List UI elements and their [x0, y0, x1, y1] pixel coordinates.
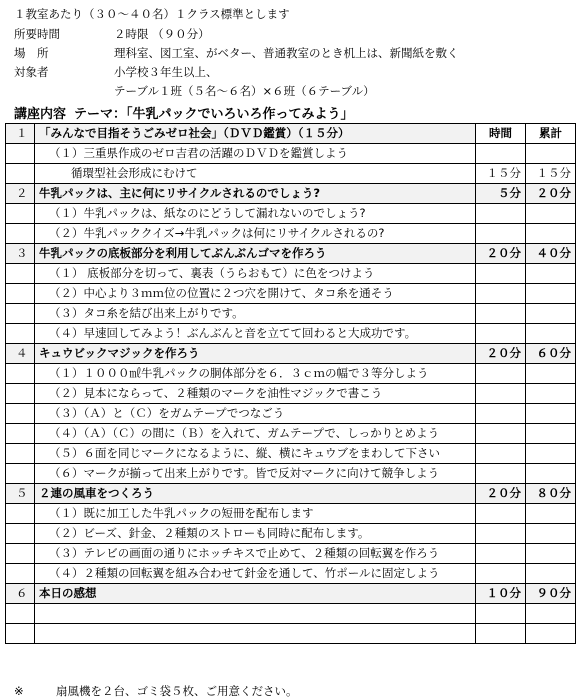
- row-number: [6, 204, 35, 224]
- section-title: ２連の風車をつくろう: [35, 484, 476, 504]
- table-row: [6, 564, 576, 584]
- row-time: [476, 224, 526, 244]
- row-cumulative: [526, 444, 576, 464]
- section-title: 本日の感想: [35, 584, 476, 604]
- header-row-duration: [14, 26, 210, 42]
- table-row: [6, 524, 576, 544]
- row-time: [476, 284, 526, 304]
- row-number: [6, 544, 35, 564]
- row-number: [6, 264, 35, 284]
- table-row: [6, 384, 576, 404]
- row-text: （１）牛乳パックは、紙なのにどうして漏れないのでしょう?: [35, 204, 476, 224]
- row-time: [476, 444, 526, 464]
- section-row: [6, 244, 576, 264]
- row-text: （２）見本にならって、２種類のマークを油性マジックで書こう: [35, 384, 476, 404]
- row-cumulative: [526, 224, 576, 244]
- section-row: [6, 344, 576, 364]
- footer-note: [14, 683, 298, 699]
- row-time: [476, 624, 526, 644]
- row-cumulative: [526, 404, 576, 424]
- row-number: [6, 624, 35, 644]
- row-cumulative: [526, 204, 576, 224]
- section-row: [6, 124, 576, 144]
- section-title: 牛乳パックは、主に何にリサイクルされるのでしょう?: [35, 184, 476, 204]
- row-cumulative: ４０分: [526, 244, 576, 264]
- table-row: [6, 544, 576, 564]
- row-time: [476, 604, 526, 624]
- section-row: [6, 184, 576, 204]
- row-number: ３: [6, 244, 35, 264]
- row-number: ６: [6, 584, 35, 604]
- row-cumulative: ９０分: [526, 584, 576, 604]
- row-cumulative: ６０分: [526, 344, 576, 364]
- header-label: 対象者: [14, 65, 49, 79]
- row-cumulative: [526, 144, 576, 164]
- row-number: [6, 424, 35, 444]
- row-text: （３）（Ａ）と（Ｃ）をガムテープでつなごう: [35, 404, 476, 424]
- row-number: [6, 524, 35, 544]
- header-row-target: [14, 64, 218, 80]
- table-row: [6, 404, 576, 424]
- row-time: [476, 524, 526, 544]
- row-text: （４）（Ａ）（Ｃ）の間に（Ｂ）を入れて、ガムテープで、しっかりとめよう: [35, 424, 476, 444]
- row-cumulative: [526, 284, 576, 304]
- row-number: [6, 464, 35, 484]
- row-time: １０分: [476, 584, 526, 604]
- row-number: ４: [6, 344, 35, 364]
- course-table-body: [6, 124, 576, 644]
- row-time: [476, 544, 526, 564]
- row-text: （４）２種類の回転翼を組み合わせて針金を通して、竹ポールに固定しよう: [35, 564, 476, 584]
- row-number: [6, 404, 35, 424]
- row-time: [476, 364, 526, 384]
- course-table: [5, 123, 576, 644]
- row-text: （３）タコ糸を結び出来上がりです。: [35, 304, 476, 324]
- course-theme: テーマ：「牛乳パックでいろいろ作ってみよう」: [74, 107, 354, 122]
- row-number: [6, 384, 35, 404]
- row-cumulative: [526, 364, 576, 384]
- row-text: （６）マークが揃って出来上がりです。皆で反対マークに向けて競争しよう: [35, 464, 476, 484]
- row-text: （１）三重県作成のゼロ吉君の活躍のＤＶＤを鑑賞しよう: [35, 144, 476, 164]
- row-cumulative: [526, 424, 576, 444]
- row-number: [6, 604, 35, 624]
- row-time: [476, 264, 526, 284]
- row-time: 時間: [476, 124, 526, 144]
- row-number: [6, 504, 35, 524]
- row-cumulative: [526, 304, 576, 324]
- row-cumulative: ２０分: [526, 184, 576, 204]
- row-time: [476, 464, 526, 484]
- row-time: １５分: [476, 164, 526, 184]
- table-row: [6, 424, 576, 444]
- row-number: [6, 304, 35, 324]
- table-row: [6, 364, 576, 384]
- row-number: ５: [6, 484, 35, 504]
- row-number: [6, 284, 35, 304]
- row-time: [476, 404, 526, 424]
- table-row: [6, 324, 576, 344]
- row-time: ２０分: [476, 344, 526, 364]
- table-row: [6, 604, 576, 624]
- row-text: （４）早速回してみよう！ぶんぶんと音を立てて回わると大成功です。: [35, 324, 476, 344]
- row-cumulative: [526, 264, 576, 284]
- row-cumulative: [526, 604, 576, 624]
- row-text: （５）６面を同じマークになるように、縦、横にキュウブをまわして下さい: [35, 444, 476, 464]
- table-row: [6, 304, 576, 324]
- header-label: 場 所: [14, 46, 49, 60]
- table-row: [6, 444, 576, 464]
- header-value: テーブル１班（５名～６名）×６班（６テーブル）: [114, 84, 375, 98]
- row-number: [6, 564, 35, 584]
- row-time: [476, 144, 526, 164]
- header-value: 理科室、図工室、がベター、普通教室のとき机上は、新聞紙を敷く: [114, 46, 459, 60]
- row-cumulative: [526, 324, 576, 344]
- row-number: [6, 144, 35, 164]
- row-time: [476, 564, 526, 584]
- section-title: 「みんなで目指そうごみゼロ社会」（ＤＶＤ鑑賞）（１５分）: [35, 124, 476, 144]
- row-text: （１） 底板部分を切って、裏表（うらおもて）に色をつけよう: [35, 264, 476, 284]
- section-title: 牛乳パックの底板部分を利用してぶんぶんゴマを作ろう: [35, 244, 476, 264]
- row-cumulative: ８０分: [526, 484, 576, 504]
- table-row: [6, 164, 576, 184]
- row-text: （２）中心より３ｍｍ位の位置に２つ穴を開けて、タコ糸を通そう: [35, 284, 476, 304]
- table-row: [6, 204, 576, 224]
- row-time: [476, 384, 526, 404]
- row-time: ２０分: [476, 244, 526, 264]
- row-time: [476, 424, 526, 444]
- row-cumulative: [526, 624, 576, 644]
- row-number: [6, 224, 35, 244]
- row-text: [35, 604, 476, 624]
- table-row: [6, 464, 576, 484]
- header-label: 所要時間: [14, 27, 60, 41]
- table-row: [6, 504, 576, 524]
- section-title: キュウビックマジックを作ろう: [35, 344, 476, 364]
- row-text: （１）既に加工した牛乳パックの短冊を配布します: [35, 504, 476, 524]
- note-text: 扇風機を２台、ゴミ袋５枚、ご用意ください。: [56, 684, 298, 698]
- header-line-class-size: １教室あたり（３０～４０名）１クラス標準とします: [14, 7, 290, 21]
- row-time: ２０分: [476, 484, 526, 504]
- row-text: （３）テレビの画面の通りにホッチキスで止めて、２種類の回転翼を作ろう: [35, 544, 476, 564]
- row-cumulative: [526, 384, 576, 404]
- row-text: 循環型社会形成にむけて: [35, 164, 476, 184]
- row-text: （２）ビーズ、針金、２種類のストローも同時に配布します。: [35, 524, 476, 544]
- row-time: [476, 304, 526, 324]
- row-number: [6, 444, 35, 464]
- section-row: [6, 584, 576, 604]
- row-cumulative: 累計: [526, 124, 576, 144]
- row-time: [476, 324, 526, 344]
- row-time: [476, 504, 526, 524]
- row-cumulative: [526, 564, 576, 584]
- table-row: [6, 224, 576, 244]
- row-text: （２）牛乳パッククイズ→牛乳パックは何にリサイクルされるの?: [35, 224, 476, 244]
- row-cumulative: [526, 524, 576, 544]
- row-text: （１）１０００㎖牛乳パックの胴体部分を６．３ｃｍの幅で３等分しよう: [35, 364, 476, 384]
- row-cumulative: １５分: [526, 164, 576, 184]
- row-cumulative: [526, 464, 576, 484]
- row-number: [6, 164, 35, 184]
- row-number: [6, 364, 35, 384]
- header-value: ２時限 （９０分）: [114, 27, 210, 41]
- table-row: [6, 264, 576, 284]
- course-title: [14, 103, 354, 122]
- header-row-tables: [14, 83, 375, 99]
- section-row: [6, 484, 576, 504]
- table-row: [6, 144, 576, 164]
- table-row: [6, 284, 576, 304]
- table-row: [6, 624, 576, 644]
- row-time: ５分: [476, 184, 526, 204]
- row-cumulative: [526, 504, 576, 524]
- header-row-place: [14, 45, 459, 61]
- note-mark: ※: [14, 684, 24, 698]
- row-cumulative: [526, 544, 576, 564]
- row-time: [476, 204, 526, 224]
- row-number: [6, 324, 35, 344]
- header-value: 小学校３年生以上、: [114, 65, 218, 79]
- row-number: １: [6, 124, 35, 144]
- row-text: [35, 624, 476, 644]
- row-number: ２: [6, 184, 35, 204]
- course-title-label: 講座内容: [14, 107, 67, 122]
